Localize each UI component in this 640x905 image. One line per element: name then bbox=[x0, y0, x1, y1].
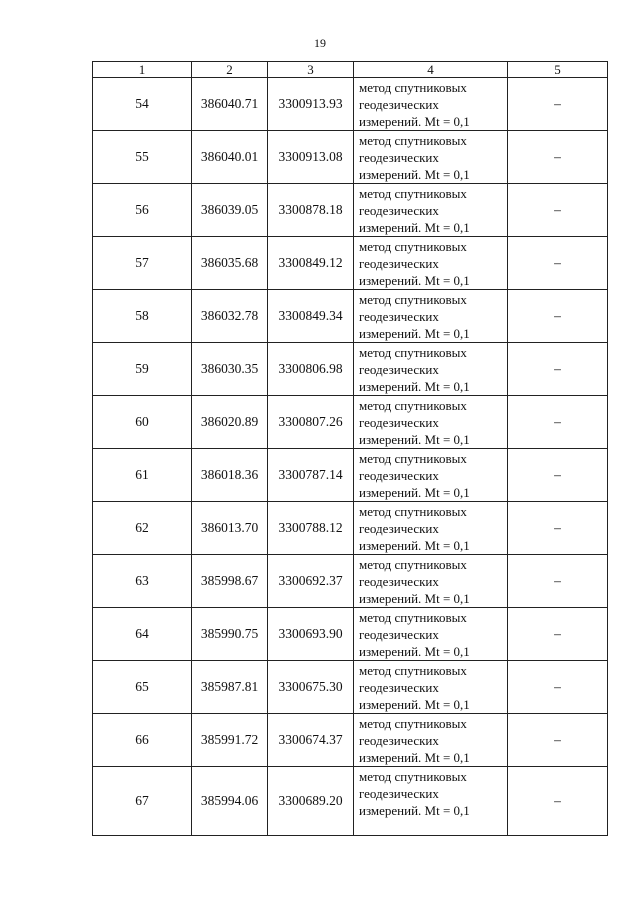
method-cell bbox=[354, 714, 508, 767]
note-cell: – bbox=[508, 449, 608, 502]
method-line: геодезических bbox=[359, 467, 439, 483]
table-row bbox=[93, 343, 608, 396]
table-body bbox=[93, 78, 608, 836]
method-line: измерений. Mt = 0,1 bbox=[359, 484, 470, 500]
note-cell: – bbox=[508, 555, 608, 608]
note-cell: – bbox=[508, 237, 608, 290]
method-cell bbox=[354, 608, 508, 661]
table-row bbox=[93, 767, 608, 836]
x-coordinate-cell: 385991.72 bbox=[192, 714, 268, 767]
point-number-cell: 57 bbox=[93, 237, 192, 290]
method-line: метод спутниковых bbox=[359, 609, 467, 625]
point-number-cell: 63 bbox=[93, 555, 192, 608]
x-coordinate-cell: 385987.81 bbox=[192, 661, 268, 714]
header-col-5: 5 bbox=[508, 62, 608, 78]
note-cell: – bbox=[508, 131, 608, 184]
x-coordinate-cell: 386013.70 bbox=[192, 502, 268, 555]
header-col-1: 1 bbox=[93, 62, 192, 78]
header-col-4: 4 bbox=[354, 62, 508, 78]
y-coordinate-cell: 3300913.93 bbox=[268, 78, 354, 131]
method-line: измерений. Mt = 0,1 bbox=[359, 803, 470, 818]
note-cell: – bbox=[508, 714, 608, 767]
coordinates-table bbox=[92, 61, 608, 836]
x-coordinate-cell: 386018.36 bbox=[192, 449, 268, 502]
method-line: измерений. Mt = 0,1 bbox=[359, 272, 470, 288]
x-coordinate-cell: 386030.35 bbox=[192, 343, 268, 396]
y-coordinate-cell: 3300849.34 bbox=[268, 290, 354, 343]
y-coordinate-cell: 3300878.18 bbox=[268, 184, 354, 237]
x-coordinate-cell: 385990.75 bbox=[192, 608, 268, 661]
method-line: метод спутниковых bbox=[359, 450, 467, 466]
header-col-2: 2 bbox=[192, 62, 268, 78]
method-cell bbox=[354, 78, 508, 131]
table-row bbox=[93, 608, 608, 661]
note-cell: – bbox=[508, 290, 608, 343]
table-row bbox=[93, 714, 608, 767]
method-cell bbox=[354, 767, 508, 836]
y-coordinate-cell: 3300674.37 bbox=[268, 714, 354, 767]
note-cell: – bbox=[508, 78, 608, 131]
method-cell bbox=[354, 290, 508, 343]
x-coordinate-cell: 385994.06 bbox=[192, 767, 268, 836]
method-line: геодезических bbox=[359, 255, 439, 271]
y-coordinate-cell: 3300849.12 bbox=[268, 237, 354, 290]
method-line: геодезических bbox=[359, 361, 439, 377]
method-line: метод спутниковых bbox=[359, 556, 467, 572]
method-cell bbox=[354, 237, 508, 290]
method-cell bbox=[354, 502, 508, 555]
y-coordinate-cell: 3300689.20 bbox=[268, 767, 354, 836]
y-coordinate-cell: 3300787.14 bbox=[268, 449, 354, 502]
method-line: геодезических bbox=[359, 96, 439, 112]
table-row bbox=[93, 184, 608, 237]
note-cell: – bbox=[508, 343, 608, 396]
point-number-cell: 58 bbox=[93, 290, 192, 343]
method-line: измерений. Mt = 0,1 bbox=[359, 113, 470, 129]
x-coordinate-cell: 386039.05 bbox=[192, 184, 268, 237]
method-line: метод спутниковых bbox=[359, 344, 467, 360]
method-line: геодезических bbox=[359, 149, 439, 165]
method-line: геодезических bbox=[359, 520, 439, 536]
table-row bbox=[93, 396, 608, 449]
table-row bbox=[93, 555, 608, 608]
method-line: метод спутниковых bbox=[359, 185, 467, 201]
point-number-cell: 67 bbox=[93, 767, 192, 836]
x-coordinate-cell: 386020.89 bbox=[192, 396, 268, 449]
note-cell: – bbox=[508, 608, 608, 661]
method-cell bbox=[354, 661, 508, 714]
y-coordinate-cell: 3300788.12 bbox=[268, 502, 354, 555]
x-coordinate-cell: 386032.78 bbox=[192, 290, 268, 343]
y-coordinate-cell: 3300807.26 bbox=[268, 396, 354, 449]
method-line: измерений. Mt = 0,1 bbox=[359, 537, 470, 553]
method-line: геодезических bbox=[359, 414, 439, 430]
method-line: измерений. Mt = 0,1 bbox=[359, 696, 470, 712]
table-row bbox=[93, 449, 608, 502]
method-line: геодезических bbox=[359, 202, 439, 218]
table-row bbox=[93, 237, 608, 290]
point-number-cell: 55 bbox=[93, 131, 192, 184]
point-number-cell: 56 bbox=[93, 184, 192, 237]
point-number-cell: 66 bbox=[93, 714, 192, 767]
point-number-cell: 59 bbox=[93, 343, 192, 396]
y-coordinate-cell: 3300693.90 bbox=[268, 608, 354, 661]
table-row bbox=[93, 290, 608, 343]
header-row bbox=[93, 62, 608, 78]
table-row bbox=[93, 78, 608, 131]
method-line: геодезических bbox=[359, 786, 439, 801]
note-cell: – bbox=[508, 184, 608, 237]
method-line: измерений. Mt = 0,1 bbox=[359, 431, 470, 447]
method-line: геодезических bbox=[359, 626, 439, 642]
point-number-cell: 60 bbox=[93, 396, 192, 449]
table-row bbox=[93, 131, 608, 184]
note-cell: – bbox=[508, 767, 608, 836]
x-coordinate-cell: 385998.67 bbox=[192, 555, 268, 608]
method-line: метод спутниковых bbox=[359, 79, 467, 95]
x-coordinate-cell: 386040.71 bbox=[192, 78, 268, 131]
method-line: измерений. Mt = 0,1 bbox=[359, 643, 470, 659]
method-cell bbox=[354, 343, 508, 396]
point-number-cell: 64 bbox=[93, 608, 192, 661]
point-number-cell: 62 bbox=[93, 502, 192, 555]
table-row bbox=[93, 502, 608, 555]
point-number-cell: 65 bbox=[93, 661, 192, 714]
method-cell bbox=[354, 131, 508, 184]
method-line: метод спутниковых bbox=[359, 238, 467, 254]
method-cell bbox=[354, 555, 508, 608]
x-coordinate-cell: 386040.01 bbox=[192, 131, 268, 184]
method-cell bbox=[354, 184, 508, 237]
point-number-cell: 54 bbox=[93, 78, 192, 131]
method-line: геодезических bbox=[359, 732, 439, 748]
method-line: метод спутниковых bbox=[359, 397, 467, 413]
point-number-cell: 61 bbox=[93, 449, 192, 502]
method-line: геодезических bbox=[359, 573, 439, 589]
method-line: геодезических bbox=[359, 679, 439, 695]
method-line: метод спутниковых bbox=[359, 291, 467, 307]
method-line: измерений. Mt = 0,1 bbox=[359, 166, 470, 182]
method-line: измерений. Mt = 0,1 bbox=[359, 325, 470, 341]
table-row bbox=[93, 661, 608, 714]
note-cell: – bbox=[508, 502, 608, 555]
note-cell: – bbox=[508, 396, 608, 449]
method-line: метод спутниковых bbox=[359, 769, 467, 784]
method-line: измерений. Mt = 0,1 bbox=[359, 590, 470, 606]
y-coordinate-cell: 3300692.37 bbox=[268, 555, 354, 608]
method-line: метод спутниковых bbox=[359, 662, 467, 678]
method-line: метод спутниковых bbox=[359, 715, 467, 731]
header-col-3: 3 bbox=[268, 62, 354, 78]
note-cell: – bbox=[508, 661, 608, 714]
method-line: измерений. Mt = 0,1 bbox=[359, 749, 470, 765]
page-number: 19 bbox=[314, 36, 326, 50]
x-coordinate-cell: 386035.68 bbox=[192, 237, 268, 290]
table-header bbox=[93, 62, 608, 78]
method-line: измерений. Mt = 0,1 bbox=[359, 219, 470, 235]
method-line: геодезических bbox=[359, 308, 439, 324]
y-coordinate-cell: 3300675.30 bbox=[268, 661, 354, 714]
method-cell bbox=[354, 449, 508, 502]
method-cell bbox=[354, 396, 508, 449]
method-line: метод спутниковых bbox=[359, 503, 467, 519]
y-coordinate-cell: 3300913.08 bbox=[268, 131, 354, 184]
y-coordinate-cell: 3300806.98 bbox=[268, 343, 354, 396]
method-line: измерений. Mt = 0,1 bbox=[359, 378, 470, 394]
method-line: метод спутниковых bbox=[359, 132, 467, 148]
